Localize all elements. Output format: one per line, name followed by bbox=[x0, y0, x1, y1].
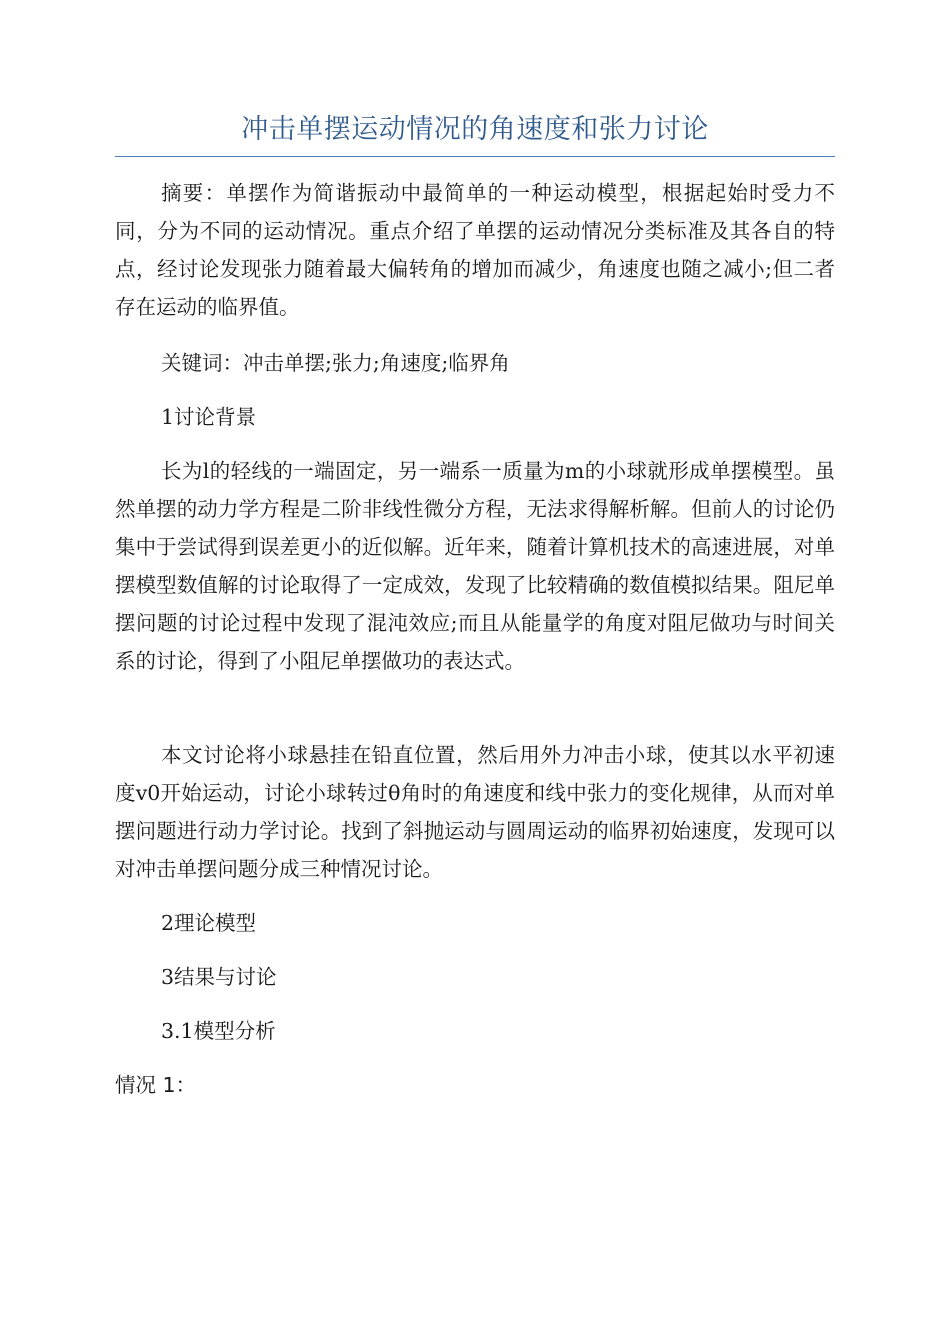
section-3-heading: 3结果与讨论 bbox=[161, 965, 277, 989]
keywords-line: 关键词：冲击单摆;张力;角速度;临界角 bbox=[161, 351, 510, 375]
case-1-label: 情况 1： bbox=[115, 1073, 197, 1097]
section-2-heading: 2理论模型 bbox=[161, 911, 257, 935]
abstract-paragraph: 摘要：单摆作为简谐振动中最简单的一种运动模型，根据起始时受力不同，分为不同的运动情况。重点介绍了单摆的运动情况分类标准及其各自的特点，经讨论发现张力随着最大偏转角的增加而减少，角速度也随之减小;但二者存在运动的临界值。 bbox=[115, 181, 835, 319]
section-1-heading: 1讨论背景 bbox=[161, 405, 257, 429]
section-1-paragraph-2: 本文讨论将小球悬挂在铅直位置，然后用外力冲击小球，使其以水平初速度v0开始运动，讨论小球转过θ角时的角速度和线中张力的变化规律，从而对单摆问题进行动力学讨论。找到了斜抛运动与圆周运动的临界初始速度，发现可以对冲击单摆问题分成三种情况讨论。 bbox=[115, 743, 835, 881]
section-1-paragraph-1: 长为l的轻线的一端固定，另一端系一质量为m的小球就形成单摆模型。虽然单摆的动力学方程是二阶非线性微分方程，无法求得解析解。但前人的讨论仍集中于尝试得到误差更小的近似解。近年来，随着计算机技术的高速进展，对单摆模型数值解的讨论取得了一定成效，发现了比较精确的数值模拟结果。阻尼单摆问题的讨论过程中发现了混沌效应;而且从能量学的角度对阻尼做功与时间关系的讨论，得到了小阻尼单摆做功的表达式。 bbox=[115, 459, 835, 673]
section-3-1-heading: 3.1模型分析 bbox=[161, 1019, 276, 1043]
title-block bbox=[115, 108, 835, 157]
document-title: 冲击单摆运动情况的角速度和张力讨论 bbox=[241, 114, 709, 145]
